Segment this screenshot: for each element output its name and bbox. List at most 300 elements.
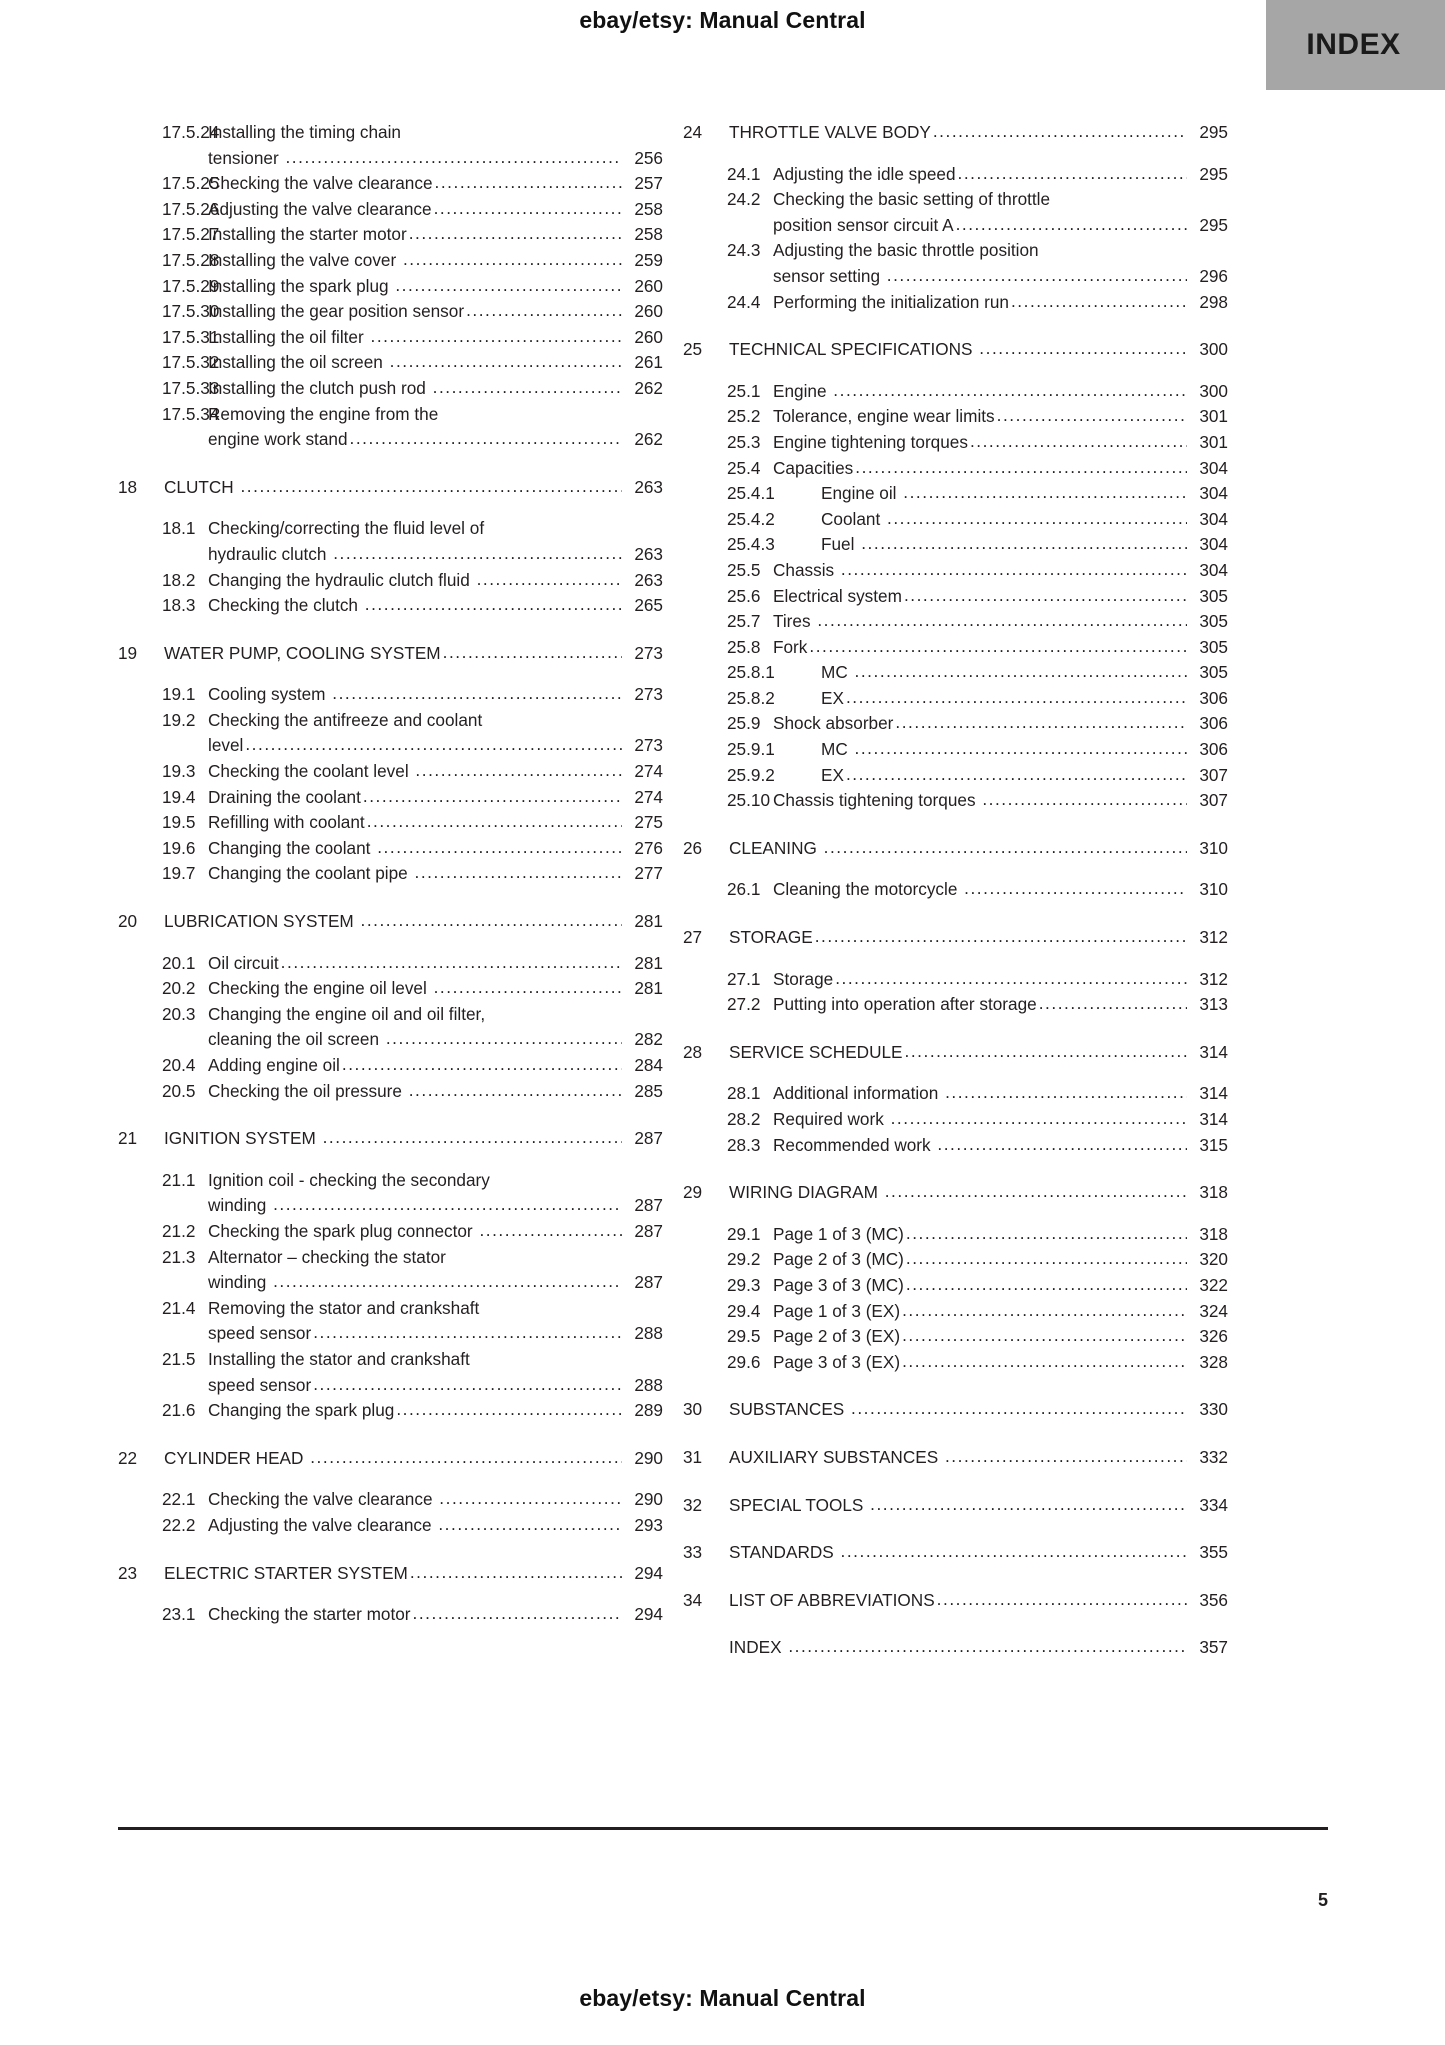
toc-entry-section[interactable] xyxy=(118,1398,663,1424)
toc-entry-number: 25.1 xyxy=(727,380,761,401)
toc-leader-dots xyxy=(342,1052,622,1078)
toc-leader-dots xyxy=(409,1078,622,1104)
toc-entry-page-number: 285 xyxy=(634,1080,663,1101)
toc-entry-title: Adjusting the idle speed xyxy=(773,163,956,184)
toc-entry-section[interactable] xyxy=(118,299,663,325)
toc-entry-title-continued: engine work stand xyxy=(208,429,348,450)
toc-entry-page-number: 326 xyxy=(1199,1326,1228,1347)
toc-entry-section[interactable] xyxy=(683,1299,1228,1325)
toc-entry-title: AUXILIARY SUBSTANCES xyxy=(729,1446,943,1467)
toc-entry-section[interactable] xyxy=(118,708,663,759)
toc-entry-title: Adding engine oil xyxy=(208,1055,340,1075)
toc-entry-page-number: 330 xyxy=(1199,1399,1228,1420)
toc-entry-section[interactable] xyxy=(118,1168,663,1219)
toc-entry-section[interactable] xyxy=(118,1347,663,1398)
toc-leader-dots xyxy=(855,659,1187,685)
toc-entry-page-number: 287 xyxy=(634,1128,663,1149)
toc-entry-section[interactable] xyxy=(683,558,1228,584)
toc-entry-section[interactable] xyxy=(118,759,663,785)
toc-entry-number: 21.6 xyxy=(162,1400,196,1421)
toc-entry-page-number: 307 xyxy=(1199,790,1228,811)
toc-entry-section[interactable] xyxy=(118,516,663,567)
toc-entry-title-block xyxy=(773,1299,1228,1325)
toc-leader-dots xyxy=(1011,289,1187,315)
toc-entry-subsection[interactable] xyxy=(683,686,1228,712)
toc-entry-title: Page 2 of 3 (EX) xyxy=(773,1326,901,1347)
toc-entry-title: Additional information xyxy=(773,1083,944,1104)
toc-entry-section[interactable] xyxy=(118,951,663,977)
toc-entry-section[interactable] xyxy=(683,1247,1228,1273)
toc-entry-title: Installing the spark plug xyxy=(208,275,394,296)
toc-leader-dots xyxy=(439,1486,622,1512)
toc-entry-number: 32 xyxy=(683,1494,703,1515)
toc-leader-dots xyxy=(905,1039,1187,1065)
toc-entry-page-number: 324 xyxy=(1199,1300,1228,1321)
toc-entry-number: 25.4.3 xyxy=(727,534,775,555)
toc-entry-title: IGNITION SYSTEM xyxy=(164,1128,321,1149)
toc-entry-section[interactable] xyxy=(683,456,1228,482)
toc-entry-page-number: 261 xyxy=(634,352,663,373)
toc-entry-title-block xyxy=(729,1493,1228,1519)
toc-entry-number: 18.1 xyxy=(162,518,196,539)
toc-entry-section[interactable] xyxy=(683,1081,1228,1107)
toc-entry-page-number: 314 xyxy=(1199,1041,1228,1062)
toc-entry-number: 25.4.1 xyxy=(727,483,775,504)
toc-entry-title: Tolerance, engine wear limits xyxy=(773,406,995,427)
toc-entry-title: WIRING DIAGRAM xyxy=(729,1182,883,1203)
toc-entry-chapter[interactable] xyxy=(118,641,663,667)
toc-entry-title-block xyxy=(208,682,663,708)
toc-entry-number: 24.1 xyxy=(727,163,761,184)
toc-entry-title-block xyxy=(208,593,663,619)
toc-leader-dots xyxy=(443,640,622,666)
toc-entry-section[interactable] xyxy=(118,274,663,300)
toc-entry-number: 33 xyxy=(683,1542,703,1563)
toc-entry-title-block xyxy=(729,925,1228,951)
toc-entry-section[interactable] xyxy=(683,992,1228,1018)
toc-entry-page-number: 305 xyxy=(1199,585,1228,606)
toc-leader-dots xyxy=(835,966,1187,992)
toc-leader-dots xyxy=(434,196,622,222)
toc-entry-title-block xyxy=(208,1487,663,1513)
toc-entry-title-block xyxy=(773,430,1228,456)
toc-entry-section[interactable] xyxy=(118,1296,663,1347)
toc-entry-title-block xyxy=(164,641,663,667)
toc-entry-section[interactable] xyxy=(118,593,663,619)
toc-entry-number: 29.1 xyxy=(727,1223,761,1244)
toc-entry-title: Required work xyxy=(773,1109,889,1129)
toc-entry-title: Fuel xyxy=(821,534,860,555)
toc-entry-section[interactable] xyxy=(683,162,1228,188)
toc-entry-page-number: 273 xyxy=(634,642,663,663)
toc-entry-title: Performing the initialization run xyxy=(773,291,1009,312)
toc-entry-number: 19.2 xyxy=(162,709,196,730)
toc-entry-title-block xyxy=(795,532,1228,558)
toc-leader-dots xyxy=(945,1080,1187,1106)
toc-leader-dots xyxy=(323,1125,622,1151)
toc-entry-page-number: 312 xyxy=(1199,968,1228,989)
toc-leader-dots xyxy=(361,908,623,934)
toc-entry-title-block xyxy=(208,951,663,977)
toc-leader-dots xyxy=(350,426,623,452)
toc-entry-section[interactable] xyxy=(118,1513,663,1539)
toc-entry-section[interactable] xyxy=(118,1002,663,1053)
toc-entry-section[interactable] xyxy=(118,861,663,887)
toc-entry-section[interactable] xyxy=(683,1133,1228,1159)
toc-entry-section[interactable] xyxy=(118,1079,663,1105)
toc-leader-dots xyxy=(415,758,622,784)
toc-entry-title: WATER PUMP, COOLING SYSTEM xyxy=(164,642,441,663)
toc-entry-title-block xyxy=(208,120,663,171)
toc-entry-chapter[interactable] xyxy=(683,836,1228,862)
toc-entry-title: Installing the oil filter xyxy=(208,326,369,347)
toc-leader-dots xyxy=(310,1445,622,1471)
toc-leader-dots xyxy=(817,608,1187,634)
toc-leader-dots xyxy=(415,860,623,886)
toc-entry-number: 17.5.32 xyxy=(162,352,220,373)
toc-leader-dots xyxy=(434,975,622,1001)
toc-entry-title: Installing the oil screen xyxy=(208,352,388,373)
toc-entry-section[interactable] xyxy=(118,1245,663,1296)
toc-entry-page-number: 304 xyxy=(1199,457,1228,478)
toc-entry-number: 21.3 xyxy=(162,1246,196,1267)
toc-leader-dots xyxy=(861,531,1187,557)
toc-leader-dots xyxy=(841,1539,1187,1565)
toc-entry-section[interactable] xyxy=(118,350,663,376)
index-thumb-tab xyxy=(1266,0,1445,90)
toc-entry-page-number: 260 xyxy=(634,301,663,322)
toc-entry-title-block xyxy=(795,660,1228,686)
toc-entry-section[interactable] xyxy=(683,635,1228,661)
toc-entry-page-number: 301 xyxy=(1199,406,1228,427)
toc-entry-chapter[interactable] xyxy=(683,120,1228,146)
toc-entry-page-number: 304 xyxy=(1199,559,1228,580)
toc-entry-number: 25.3 xyxy=(727,431,761,452)
toc-entry-title-continued: winding xyxy=(208,1272,272,1293)
toc-entry-page-number: 304 xyxy=(1199,508,1228,529)
toc-entry-title-block xyxy=(773,1273,1228,1299)
toc-entry-number: 27.2 xyxy=(727,994,761,1015)
toc-entry-page-number: 301 xyxy=(1199,431,1228,452)
toc-entry-section[interactable] xyxy=(683,1324,1228,1350)
toc-entry-section[interactable] xyxy=(683,187,1228,238)
toc-entry-number: 25.8.2 xyxy=(727,687,775,708)
toc-leader-dots xyxy=(333,541,622,567)
toc-entry-title-block xyxy=(773,877,1228,903)
toc-entry-chapter[interactable] xyxy=(683,925,1228,951)
toc-entry-number: 22.1 xyxy=(162,1489,196,1510)
toc-entry-title-block xyxy=(208,350,663,376)
toc-entry-page-number: 305 xyxy=(1199,611,1228,632)
toc-entry-page-number: 328 xyxy=(1199,1351,1228,1372)
toc-entry-title-block xyxy=(164,1446,663,1472)
toc-entry-page-number: 276 xyxy=(634,837,663,858)
toc-entry-title-block xyxy=(773,992,1228,1018)
toc-entry-title-continued: speed sensor xyxy=(208,1374,312,1395)
toc-entry-number: 25 xyxy=(683,339,703,360)
toc-entry-chapter[interactable] xyxy=(683,1040,1228,1066)
toc-leader-dots xyxy=(403,247,622,273)
toc-entry-title-block xyxy=(773,558,1228,584)
toc-entry-page-number: 274 xyxy=(634,786,663,807)
toc-entry-number: 31 xyxy=(683,1446,703,1467)
toc-entry-number: 20.2 xyxy=(162,978,196,999)
toc-entry-page-number: 320 xyxy=(1199,1249,1228,1270)
toc-entry-section[interactable] xyxy=(118,120,663,171)
toc-entry-title: Draining the coolant xyxy=(208,786,361,807)
toc-entry-title: CLUTCH xyxy=(164,476,239,497)
toc-entry-number: 18 xyxy=(118,476,138,497)
toc-leader-dots xyxy=(933,119,1187,145)
toc-entry-section[interactable] xyxy=(683,609,1228,635)
toc-leader-dots xyxy=(855,736,1187,762)
toc-entry-number: 27.1 xyxy=(727,968,761,989)
toc-entry-chapter[interactable] xyxy=(118,475,663,501)
toc-leader-dots xyxy=(273,1269,622,1295)
toc-leader-dots xyxy=(245,732,622,758)
toc-entry-number: 19 xyxy=(118,642,138,663)
toc-entry-section[interactable] xyxy=(118,1602,663,1628)
toc-entry-number: 21.4 xyxy=(162,1297,196,1318)
toc-entry-title-block xyxy=(208,376,663,402)
toc-entry-title: Checking the engine oil level xyxy=(208,978,432,999)
toc-entry-chapter[interactable] xyxy=(683,1493,1228,1519)
toc-entry-title-block xyxy=(208,222,663,248)
toc-entry-chapter[interactable] xyxy=(118,1561,663,1587)
toc-entry-title-block xyxy=(773,1133,1228,1159)
toc-entry-page-number: 310 xyxy=(1199,879,1228,900)
toc-leader-dots xyxy=(438,1512,622,1538)
toc-entry-title: Recommended work xyxy=(773,1134,936,1155)
toc-entry-section[interactable] xyxy=(683,430,1228,456)
watermark-bottom: ebay/etsy: Manual Central xyxy=(579,1985,866,2011)
toc-entry-chapter[interactable] xyxy=(683,1180,1228,1206)
toc-entry-title-block xyxy=(729,337,1228,363)
toc-entry-title-continued: cleaning the oil screen xyxy=(208,1029,384,1050)
toc-entry-section[interactable] xyxy=(683,1107,1228,1133)
toc-entry-page-number: 262 xyxy=(634,429,663,450)
toc-entry-title: Refilling with coolant xyxy=(208,812,365,833)
toc-leader-dots xyxy=(396,1397,622,1423)
toc-entry-number: 25.9.1 xyxy=(727,739,775,760)
toc-entry-section[interactable] xyxy=(118,1053,663,1079)
toc-entry-title: Checking the starter motor xyxy=(208,1604,411,1625)
toc-entry-section[interactable] xyxy=(118,376,663,402)
toc-columns xyxy=(0,120,1445,1661)
toc-entry-subsection[interactable] xyxy=(683,737,1228,763)
toc-entry-section[interactable] xyxy=(683,1273,1228,1299)
toc-entry-section[interactable] xyxy=(118,785,663,811)
toc-entry-section[interactable] xyxy=(118,976,663,1002)
toc-entry-section[interactable] xyxy=(118,1219,663,1245)
toc-entry-title-block xyxy=(773,1081,1228,1107)
toc-entry-subsection[interactable] xyxy=(683,532,1228,558)
toc-entry-title: Removing the stator and crankshaft xyxy=(208,1297,480,1318)
toc-leader-dots xyxy=(846,685,1187,711)
toc-entry-number: 19.5 xyxy=(162,812,196,833)
toc-entry-title: MC xyxy=(821,662,853,683)
toc-entry-page-number: 275 xyxy=(634,812,663,833)
toc-entry-title: Cleaning the motorcycle xyxy=(773,879,963,900)
toc-entry-number: 21.5 xyxy=(162,1348,196,1369)
toc-entry-title: Checking/correcting the fluid level of xyxy=(208,518,485,539)
toc-entry-number: 17.5.26 xyxy=(162,198,220,219)
toc-entry-title-block xyxy=(773,1107,1228,1133)
toc-entry-page-number: 263 xyxy=(634,476,663,497)
toc-entry-section[interactable] xyxy=(683,967,1228,993)
toc-entry-title: MC xyxy=(821,739,853,760)
toc-entry-title-block xyxy=(208,759,663,785)
toc-entry-title-block xyxy=(729,120,1228,146)
toc-entry-chapter[interactable] xyxy=(683,1540,1228,1566)
toc-entry-number: 21 xyxy=(118,1128,138,1149)
toc-entry-section[interactable] xyxy=(118,222,663,248)
toc-entry-page-number: 294 xyxy=(634,1562,663,1583)
toc-leader-dots xyxy=(313,1372,622,1398)
toc-entry-title-block xyxy=(729,1040,1228,1066)
toc-entry-subsection[interactable] xyxy=(683,507,1228,533)
toc-entry-number: 17.5.27 xyxy=(162,224,220,245)
toc-entry-title-block xyxy=(208,810,663,836)
toc-entry-title-block xyxy=(208,1296,663,1347)
toc-entry-section[interactable] xyxy=(118,568,663,594)
toc-leader-dots xyxy=(937,1132,1187,1158)
toc-entry-section[interactable] xyxy=(683,290,1228,316)
toc-entry-chapter[interactable] xyxy=(683,337,1228,363)
toc-entry-number: 20 xyxy=(118,911,138,932)
toc-entry-number: 24 xyxy=(683,122,703,142)
toc-entry-title-block xyxy=(729,1397,1228,1423)
toc-entry-section[interactable] xyxy=(118,171,663,197)
toc-entry-subsection[interactable] xyxy=(683,763,1228,789)
toc-entry-page-number: 256 xyxy=(634,147,663,168)
toc-entry-section[interactable] xyxy=(118,197,663,223)
toc-entry-page-number: 293 xyxy=(634,1514,663,1535)
toc-leader-dots xyxy=(906,1272,1187,1298)
toc-entry-number: 19.6 xyxy=(162,837,196,858)
toc-entry-section[interactable] xyxy=(683,877,1228,903)
toc-entry-page-number: 274 xyxy=(634,761,663,782)
toc-entry-section[interactable] xyxy=(683,1350,1228,1376)
toc-entry-number: 17.5.33 xyxy=(162,377,220,398)
toc-entry-chapter[interactable] xyxy=(118,909,663,935)
toc-entry-page-number: 263 xyxy=(634,569,663,590)
toc-entry-title-block xyxy=(208,1053,663,1079)
toc-entry-page-number: 304 xyxy=(1199,483,1228,504)
toc-entry-title: Electrical system xyxy=(773,585,902,606)
toc-entry-page-number: 281 xyxy=(634,978,663,999)
toc-entry-title: Cooling system xyxy=(208,684,331,705)
toc-entry-page-number: 318 xyxy=(1199,1223,1228,1244)
toc-entry-title-block xyxy=(208,1079,663,1105)
toc-entry-subsection[interactable] xyxy=(683,481,1228,507)
toc-entry-page-number: 300 xyxy=(1199,380,1228,401)
toc-entry-title: CLEANING xyxy=(729,837,822,858)
toc-leader-dots xyxy=(1039,991,1187,1017)
toc-entry-chapter[interactable] xyxy=(683,1445,1228,1471)
toc-leader-dots xyxy=(367,809,622,835)
toc-entry-subsection[interactable] xyxy=(683,660,1228,686)
toc-entry-title: Page 3 of 3 (MC) xyxy=(773,1274,904,1295)
toc-entry-section[interactable] xyxy=(118,810,663,836)
toc-entry-section[interactable] xyxy=(683,404,1228,430)
toc-entry-page-number: 281 xyxy=(634,911,663,932)
toc-entry-title: Ignition coil - checking the secondary xyxy=(208,1169,490,1190)
toc-entry-number: 24.4 xyxy=(727,291,761,312)
toc-entry-title: Chassis xyxy=(773,559,839,580)
toc-entry-number: 25.10 xyxy=(727,790,771,811)
toc-entry-section[interactable] xyxy=(683,711,1228,737)
toc-entry-number: 25.8.1 xyxy=(727,662,775,683)
toc-entry-title-block xyxy=(773,609,1228,635)
toc-entry-number: 19.7 xyxy=(162,863,196,884)
toc-entry-title: Checking the coolant level xyxy=(208,761,414,782)
toc-leader-dots xyxy=(410,1560,622,1586)
toc-entry-title: Storage xyxy=(773,968,834,989)
toc-leader-dots xyxy=(970,429,1187,455)
toc-entry-title-block xyxy=(729,1180,1228,1206)
toc-entry-section[interactable] xyxy=(118,836,663,862)
toc-entry-number: 17.5.29 xyxy=(162,275,220,296)
toc-entry-title: Installing the stator and crankshaft xyxy=(208,1348,470,1369)
toc-entry-number: 17.5.28 xyxy=(162,249,220,270)
toc-entry-chapter[interactable] xyxy=(683,1588,1228,1614)
toc-entry-title-block xyxy=(773,379,1228,405)
toc-entry-title-continued: position sensor circuit A xyxy=(773,214,954,235)
toc-entry-section[interactable] xyxy=(118,248,663,274)
toc-entry-section[interactable] xyxy=(118,682,663,708)
toc-entry-section[interactable] xyxy=(118,325,663,351)
toc-entry-title-block xyxy=(208,1398,663,1424)
toc-entry-title: Changing the spark plug xyxy=(208,1400,395,1421)
toc-entry-chapter[interactable] xyxy=(118,1126,663,1152)
toc-leader-dots xyxy=(824,835,1187,861)
toc-entry-page-number: 258 xyxy=(634,224,663,245)
toc-entry-title-block xyxy=(208,299,663,325)
toc-entry-title-continued: tensioner xyxy=(208,147,284,168)
toc-entry-title-block xyxy=(208,976,663,1002)
toc-entry-title: Checking the antifreeze and coolant xyxy=(208,709,483,730)
toc-entry-page-number: 287 xyxy=(634,1220,663,1241)
toc-entry-section[interactable] xyxy=(118,402,663,453)
toc-entry-number: 20.4 xyxy=(162,1055,196,1075)
toc-leader-dots xyxy=(313,1320,622,1346)
toc-leader-dots xyxy=(855,455,1187,481)
toc-entry-chapter[interactable] xyxy=(683,1397,1228,1423)
toc-entry-title-continued: speed sensor xyxy=(208,1323,312,1344)
toc-entry-title-block xyxy=(208,171,663,197)
toc-entry-section[interactable] xyxy=(683,584,1228,610)
toc-entry-chapter[interactable] xyxy=(683,1635,1228,1661)
toc-entry-title: Checking the spark plug connector xyxy=(208,1220,478,1241)
toc-entry-section[interactable] xyxy=(683,788,1228,814)
toc-entry-section[interactable] xyxy=(683,238,1228,289)
toc-entry-section[interactable] xyxy=(118,1487,663,1513)
toc-entry-title: SUBSTANCES xyxy=(729,1399,850,1420)
toc-entry-number: 24.3 xyxy=(727,240,761,261)
toc-entry-page-number: 300 xyxy=(1199,339,1228,360)
toc-entry-title: EX xyxy=(821,687,844,708)
toc-leader-dots xyxy=(390,349,622,375)
toc-entry-page-number: 355 xyxy=(1199,1542,1228,1563)
toc-entry-section[interactable] xyxy=(683,379,1228,405)
toc-entry-number: 29.3 xyxy=(727,1274,761,1295)
toc-entry-title: Coolant xyxy=(821,508,886,529)
toc-entry-chapter[interactable] xyxy=(118,1446,663,1472)
toc-leader-dots xyxy=(997,403,1187,429)
toc-leader-dots xyxy=(964,876,1187,902)
toc-entry-section[interactable] xyxy=(683,1222,1228,1248)
